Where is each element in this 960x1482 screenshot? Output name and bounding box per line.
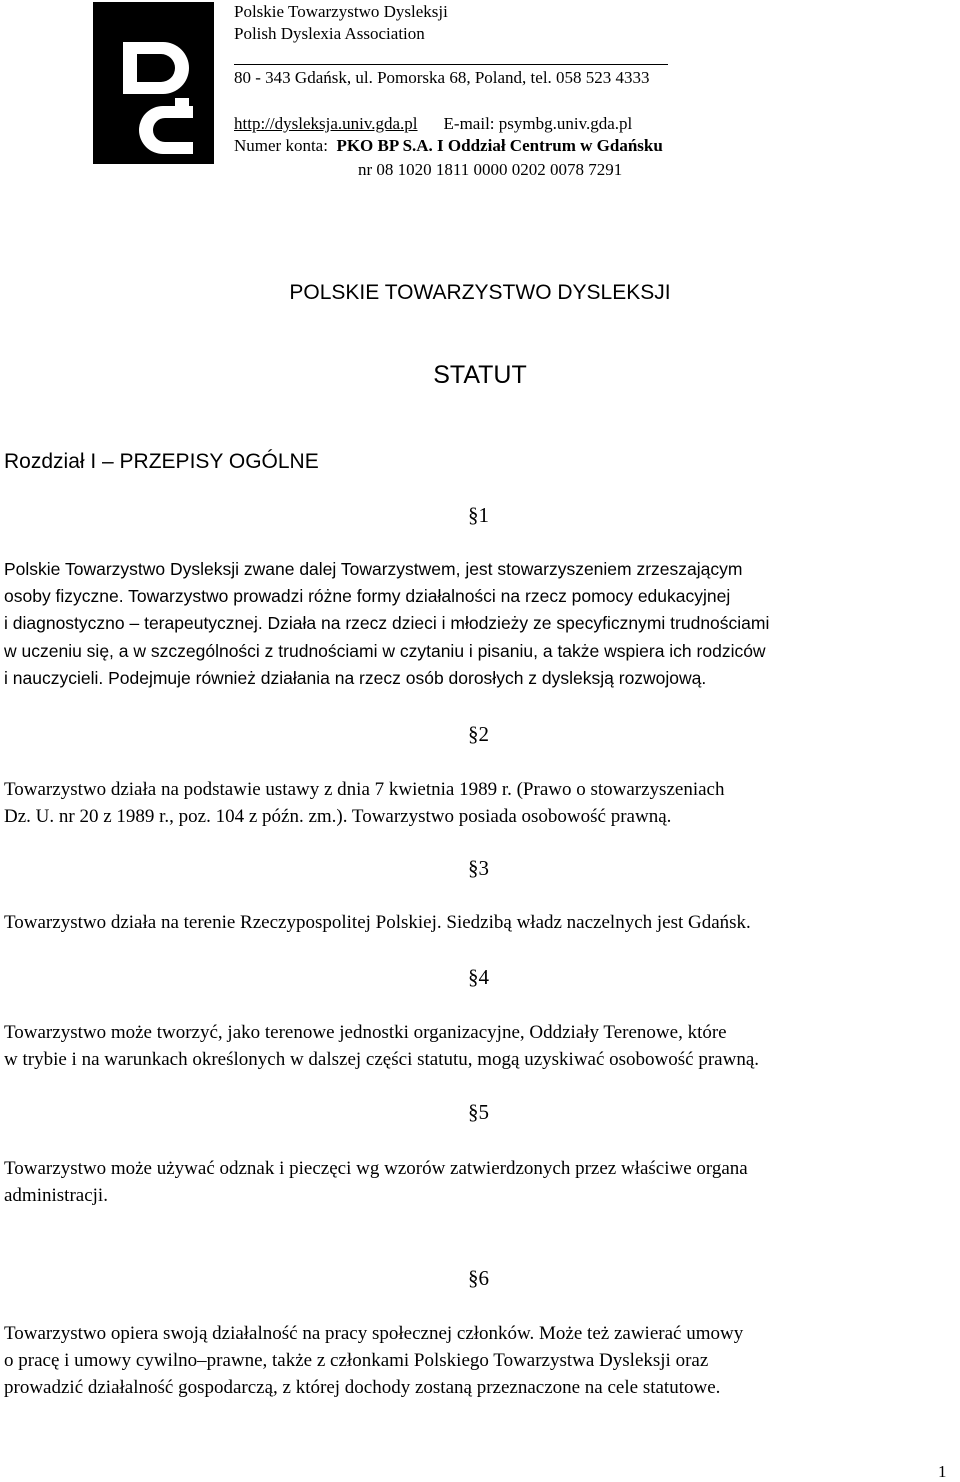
paragraph-line: Dz. U. nr 20 z 1989 r., poz. 104 z późn. zm.). Towarzystwo posiada osobowość prawną. [4, 806, 672, 828]
paragraph-line: i diagnostyczno – terapeutycznej. Działa na rzecz dzieci i młodzieży ze specyficznymi trudnościami [4, 613, 770, 634]
header-contacts [234, 113, 632, 135]
section-mark-4: §4 [468, 965, 489, 989]
chapter-heading: Rozdział I – PRZEPISY OGÓLNE [4, 450, 319, 473]
header-bank [234, 135, 663, 157]
section-1-text [4, 556, 956, 692]
paragraph-line: Towarzystwo może używać odznak i pieczęci wg wzorów zatwierdzonych przez właściwe organa [4, 1158, 748, 1179]
bank-name: PKO BP S.A. I Oddział Centrum w Gdańsku [336, 136, 663, 155]
section-2-text [4, 776, 956, 830]
paragraph-line: osoby fizyczne. Towarzystwo prowadzi różne formy działalności na rzecz pomocy edukacyjnej [4, 586, 731, 607]
header-org-pl: Polskie Towarzystwo Dysleksji [234, 2, 448, 21]
paragraph-line: Polskie Towarzystwo Dysleksji zwane dalej Towarzystwem, jest stowarzyszeniem zrzeszającym [4, 559, 743, 579]
paragraph-line: Towarzystwo działa na terenie Rzeczypospolitej Polskiej. Siedzibą władz naczelnych jest Gdańsk. [4, 912, 751, 933]
header-org-en: Polish Dyslexia Association [234, 24, 425, 43]
section-4-text [4, 1019, 956, 1073]
paragraph-line: w trybie i na warunkach określonych w dalszej części statutu, mogą uzyskiwać osobowość prawną. [4, 1049, 760, 1071]
section-6-text [4, 1320, 956, 1402]
section-3-text [4, 909, 956, 936]
ptd-logo [93, 2, 214, 164]
section-mark-3: §3 [468, 856, 489, 880]
page-number: 1 [938, 1462, 947, 1481]
section-mark-6: §6 [468, 1266, 489, 1290]
section-mark-5: §5 [468, 1100, 489, 1124]
website-link[interactable]: http://dysleksja.univ.gda.pl [234, 114, 418, 133]
account-label: Numer konta: [234, 136, 328, 155]
header-email: E-mail: psymbg.univ.gda.pl [443, 114, 633, 133]
paragraph-line: o pracę i umowy cywilno–prawne, także z członkami Polskiego Towarzystwa Dysleksji oraz [4, 1350, 709, 1372]
paragraph-line: Towarzystwo opiera swoją działalność na pracy społecznej członków. Może też zawierać umowy [4, 1323, 744, 1344]
paragraph-line: w uczeniu się, a w szczególności z trudnościami w czytaniu i pisaniu, a także wspiera ich rodziców [4, 640, 766, 661]
header-divider [234, 64, 668, 65]
section-mark-1: §1 [468, 503, 489, 527]
paragraph-line: administracji. [4, 1185, 108, 1207]
section-5-text [4, 1155, 956, 1209]
header-address: 80 - 343 Gdańsk, ul. Pomorska 68, Poland, tel. 058 523 4333 [234, 68, 650, 87]
paragraph-line: i nauczycieli. Podejmuje również działania na rzecz osób dorosłych z dysleksją rozwojową. [4, 667, 707, 688]
paragraph-line: Towarzystwo może tworzyć, jako terenowe jednostki organizacyjne, Oddziały Terenowe, które [4, 1022, 727, 1043]
paragraph-line: prowadzić działalność gospodarczą, z której dochody zostaną przeznaczone na cele statutowe. [4, 1377, 721, 1399]
paragraph-line: Towarzystwo działa na podstawie ustawy z dnia 7 kwietnia 1989 r. (Prawo o stowarzyszeniach [4, 779, 725, 800]
section-mark-2: §2 [468, 722, 489, 746]
org-title: POLSKIE TOWARZYSTWO DYSLEKSJI [289, 281, 671, 304]
doc-title: STATUT [433, 361, 527, 389]
account-number: nr 08 1020 1811 0000 0202 0078 7291 [358, 160, 623, 179]
